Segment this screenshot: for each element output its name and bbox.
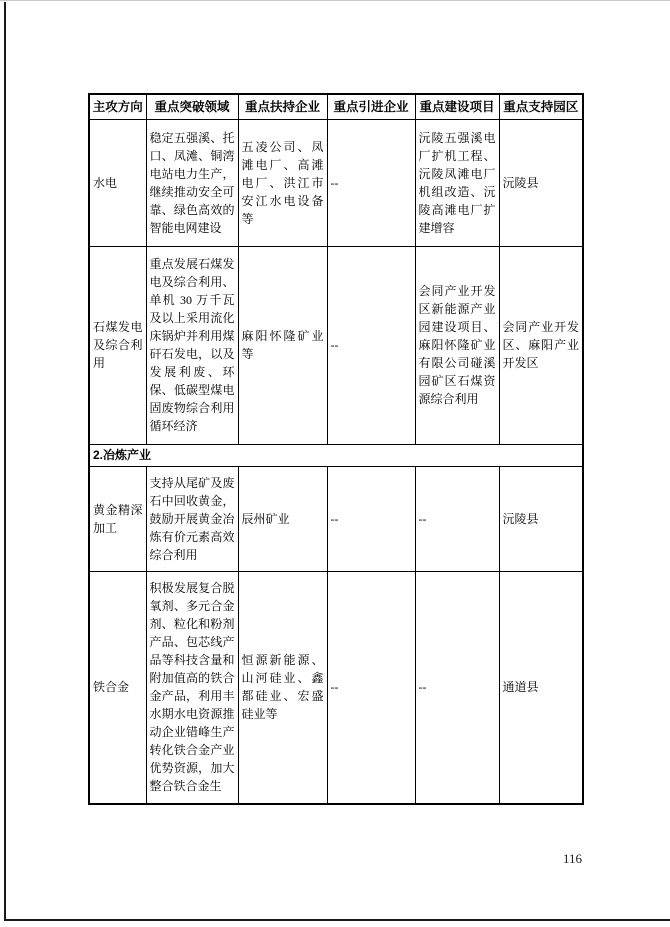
cell-text: 积极发展复合脱氧剂、多元合金剂、粒化和粉剂产品、包芯线产品等科技含量和附加值高的铁合金产品，利用丰水期水电资源推动企业错峰生产转化铁合金产业优势资源，加大整合铁合金生 bbox=[149, 581, 235, 794]
cell-text: 黄金精深加工 bbox=[93, 502, 143, 535]
cell-direction bbox=[89, 246, 146, 444]
page-border-top bbox=[0, 0, 670, 1]
page-number: 116 bbox=[563, 851, 583, 866]
cell-construction-projects bbox=[415, 571, 499, 804]
cell-direction bbox=[89, 119, 146, 246]
header-construction-projects: 重点建设项目 bbox=[415, 94, 499, 119]
cell-text: 铁合金 bbox=[93, 680, 130, 695]
cell-construction-projects bbox=[415, 246, 499, 444]
cell-text: 恒源新能源、山河硅业、鑫都硅业、宏盛硅业等 bbox=[241, 653, 324, 722]
cell-text: 支持从尾矿及废石中回收黄金，鼓励开展黄金冶炼有价元素高效综合利用 bbox=[149, 475, 235, 562]
cell-text: 沅陵县 bbox=[502, 175, 539, 190]
cell-support-enterprises bbox=[238, 119, 327, 246]
cell-text: 通道县 bbox=[502, 680, 539, 695]
cell-direction bbox=[89, 571, 146, 804]
cell-support-enterprises bbox=[238, 571, 327, 804]
cell-introduce-enterprises bbox=[327, 246, 415, 444]
cell-text: 稳定五强溪、托口、凤滩、铜湾电站电力生产，继续推动安全可靠、绿色高效的智能电网建设 bbox=[149, 130, 235, 235]
cell-support-enterprises bbox=[238, 246, 327, 444]
cell-support-parks bbox=[499, 246, 583, 444]
cell-introduce-enterprises bbox=[327, 119, 415, 246]
cell-direction bbox=[89, 466, 146, 571]
cell-text: -- bbox=[418, 511, 427, 526]
table-section-smelting-industry bbox=[89, 444, 583, 466]
cell-text: -- bbox=[330, 680, 339, 695]
cell-introduce-enterprises bbox=[327, 571, 415, 804]
cell-text: 会同产业开发区、麻阳产业开发区 bbox=[502, 320, 579, 370]
cell-text: 水电 bbox=[93, 175, 118, 190]
industry-plan-table bbox=[88, 93, 584, 805]
cell-text: -- bbox=[330, 338, 339, 352]
table-header-row bbox=[89, 94, 583, 119]
cell-text: 会同产业开发区新能源产业园建设项目、麻阳怀隆矿业有限公司碰溪园矿区石煤资源综合利用 bbox=[418, 284, 496, 406]
page-border-bottom bbox=[4, 919, 670, 921]
cell-text: 沅陵县 bbox=[502, 511, 539, 526]
cell-text: 辰州矿业 bbox=[241, 511, 290, 526]
header-main-direction: 主攻方向 bbox=[89, 94, 146, 119]
cell-text: -- bbox=[330, 175, 339, 190]
cell-breakthrough bbox=[146, 246, 238, 444]
page-border-left bbox=[4, 2, 6, 921]
header-support-enterprises: 重点扶持企业 bbox=[238, 94, 327, 119]
table-row-gold-processing bbox=[89, 466, 583, 571]
cell-introduce-enterprises bbox=[327, 466, 415, 571]
cell-text: 麻阳怀隆矿业等 bbox=[241, 329, 324, 361]
table-row-stone-coal-power bbox=[89, 246, 583, 444]
cell-breakthrough bbox=[146, 119, 238, 246]
header-breakthrough-fields: 重点突破领域 bbox=[146, 94, 238, 119]
cell-text: 五凌公司、凤滩电厂、高滩电厂、洪江市安江水电设备等 bbox=[241, 139, 324, 226]
cell-text: 沅陵五强溪电厂扩机工程、沅陵凤滩电厂机组改造、沅陵高滩电厂扩建增容 bbox=[418, 130, 496, 235]
cell-text: 石煤发电及综合利用 bbox=[93, 320, 143, 370]
cell-construction-projects bbox=[415, 119, 499, 246]
cell-breakthrough bbox=[146, 571, 238, 804]
cell-support-parks bbox=[499, 119, 583, 246]
cell-breakthrough bbox=[146, 466, 238, 571]
cell-text: -- bbox=[418, 680, 427, 695]
cell-text: 重点发展石煤发电及综合利用、单机 30 万千瓦及以上采用流化床锅炉并利用煤矸石发电，以及发展利废、环保、低碳型煤电固废物综合利用循环经济 bbox=[149, 257, 235, 433]
section-label: 2.冶炼产业 bbox=[89, 444, 583, 466]
header-introduce-enterprises: 重点引进企业 bbox=[327, 94, 415, 119]
cell-support-parks bbox=[499, 571, 583, 804]
header-support-parks: 重点支持园区 bbox=[499, 94, 583, 119]
cell-support-parks bbox=[499, 466, 583, 571]
cell-construction-projects bbox=[415, 466, 499, 571]
cell-text: -- bbox=[330, 511, 339, 526]
table-row-hydropower bbox=[89, 119, 583, 246]
cell-support-enterprises bbox=[238, 466, 327, 571]
table-row-ferroalloy bbox=[89, 571, 583, 804]
